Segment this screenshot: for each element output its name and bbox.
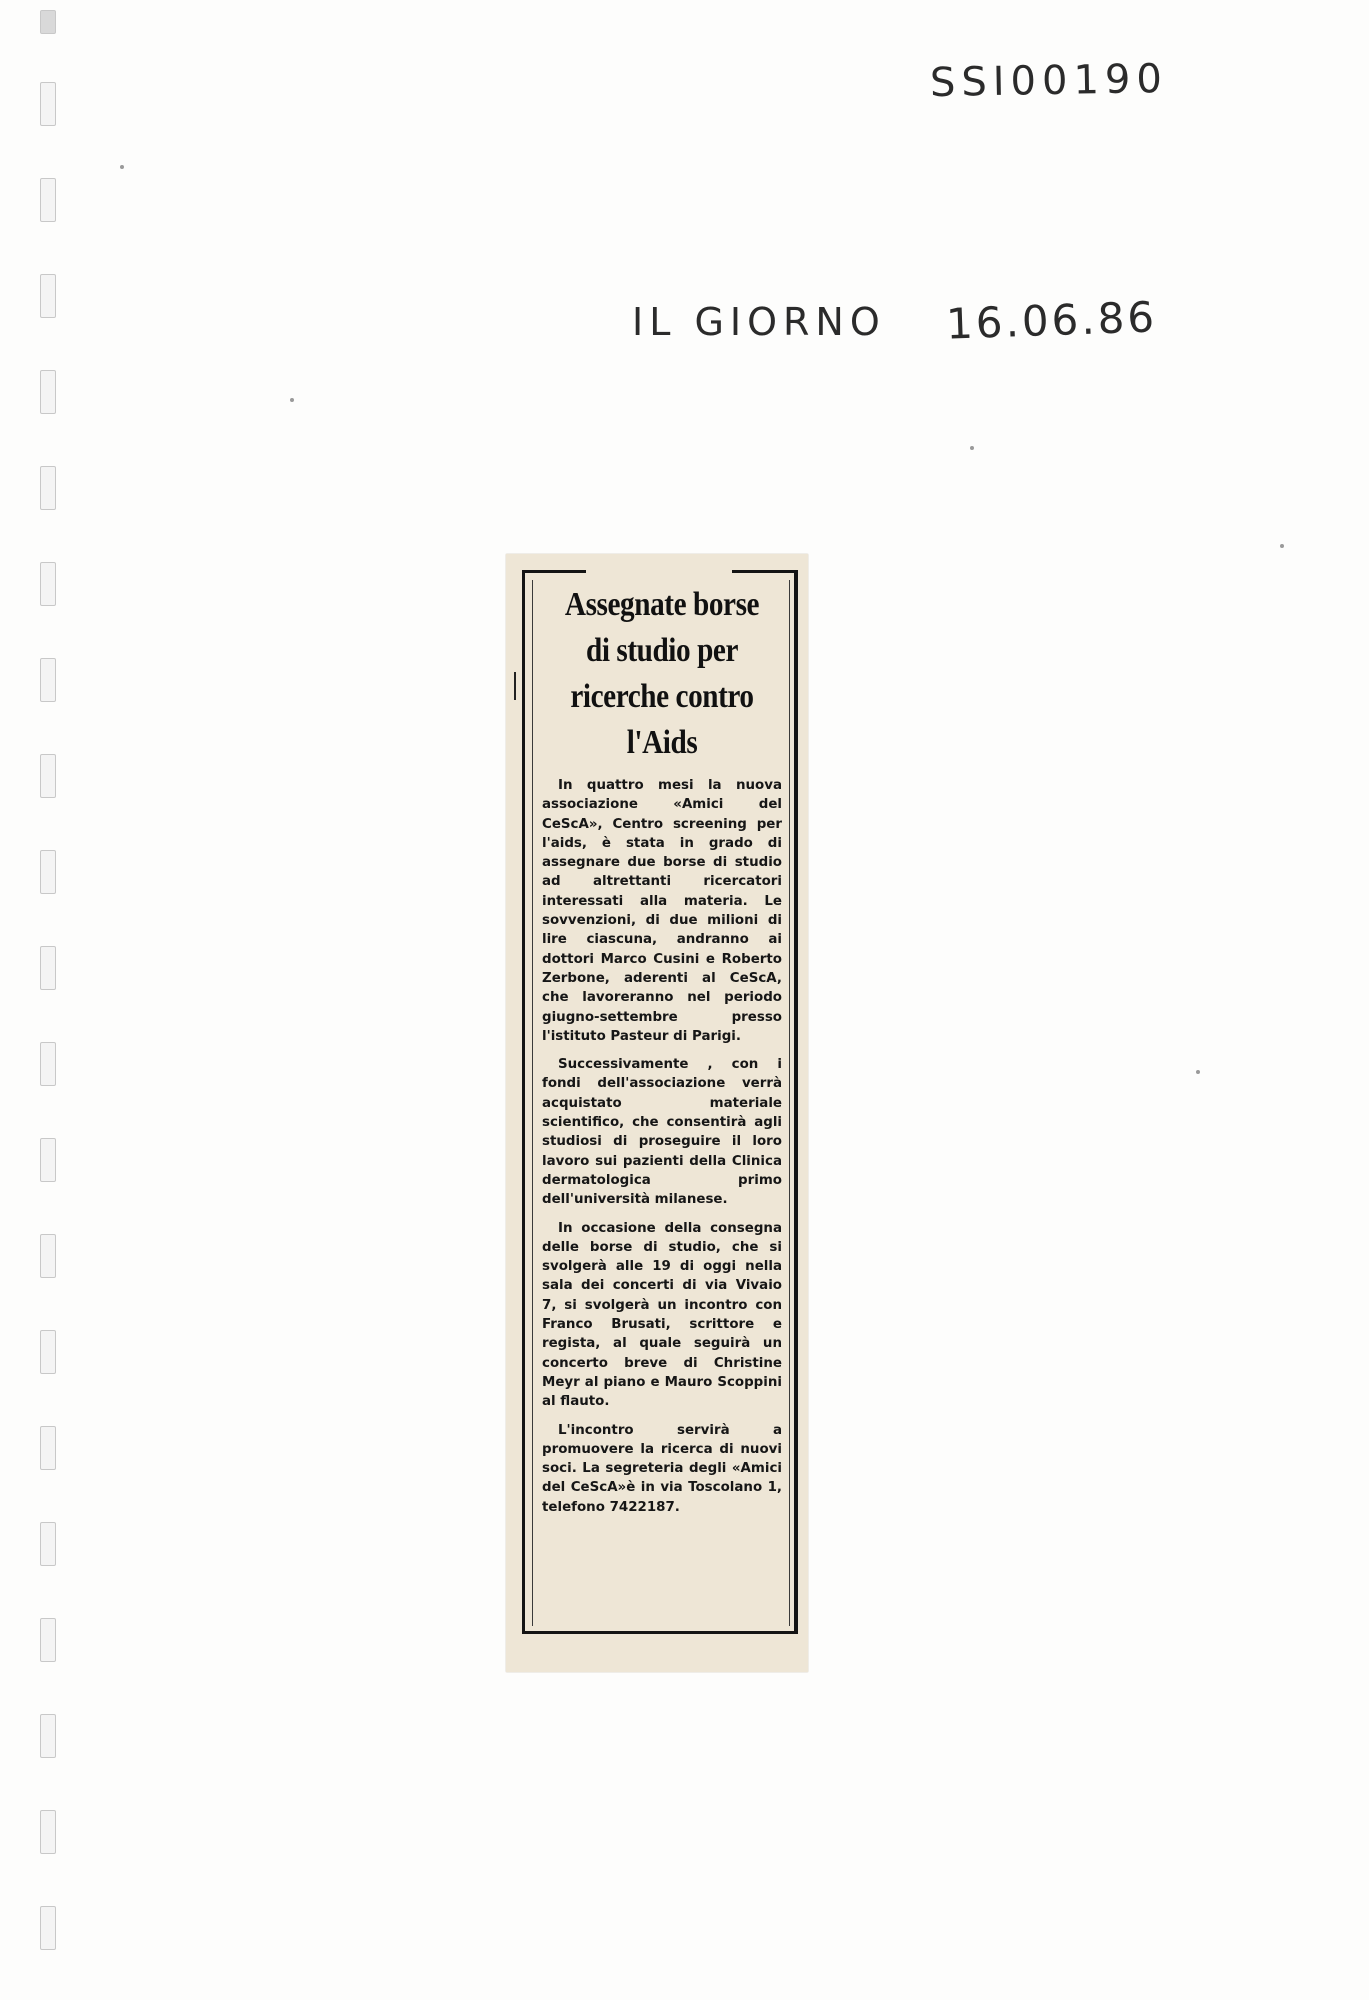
binder-hole bbox=[40, 754, 56, 798]
handwritten-archive-code: SSI00190 bbox=[929, 55, 1169, 107]
dust-speck bbox=[120, 165, 124, 169]
binder-hole bbox=[40, 274, 56, 318]
binder-hole bbox=[40, 1714, 56, 1758]
binder-hole bbox=[40, 370, 56, 414]
dust-speck bbox=[1196, 1070, 1200, 1074]
binder-hole bbox=[40, 1042, 56, 1086]
binder-hole bbox=[40, 946, 56, 990]
binder-holes bbox=[40, 10, 60, 1990]
margin-mark bbox=[514, 672, 516, 700]
dust-speck bbox=[1280, 544, 1284, 548]
binder-hole bbox=[40, 178, 56, 222]
binder-hole bbox=[40, 1138, 56, 1182]
newspaper-name: IL GIORNO bbox=[632, 300, 886, 344]
binder-hole bbox=[40, 1522, 56, 1566]
newspaper-clipping bbox=[506, 554, 808, 1672]
dust-speck bbox=[970, 446, 974, 450]
article-body bbox=[542, 776, 782, 1526]
binder-hole bbox=[40, 1330, 56, 1374]
binder-hole bbox=[40, 82, 56, 126]
binder-hole bbox=[40, 1426, 56, 1470]
binder-hole bbox=[40, 10, 56, 34]
dust-speck bbox=[290, 398, 294, 402]
binder-hole bbox=[40, 658, 56, 702]
frame-top-rule bbox=[732, 570, 798, 573]
article-paragraph: In quattro mesi la nuova associazione «Amici del CeScA», Centro screening per l'aids, è stata in grado di assegnare due borse di studio ad altrettanti ricercatori interessati alla materia. Le sovvenzioni, di due milioni di lire ciascuna, andranno ai dottori Marco Cusini e Roberto Zerbone, aderenti al CeScA, che lavoreranno nel periodo giugno-settembre presso l'istituto Pasteur di Parigi. bbox=[542, 778, 782, 1044]
binder-hole bbox=[40, 562, 56, 606]
binder-hole bbox=[40, 850, 56, 894]
binder-hole bbox=[40, 1618, 56, 1662]
frame-top-rule bbox=[522, 570, 586, 573]
article-paragraph: Successivamente , con i fondi dell'associazione verrà acquistato materiale scientifico, che consentirà agli studiosi di proseguire il loro lavoro sui pazienti della Clinica dermatologica primo dell'università milanese. bbox=[542, 1057, 782, 1208]
handwritten-source-line bbox=[632, 292, 1158, 349]
binder-hole bbox=[40, 1906, 56, 1950]
binder-hole bbox=[40, 1810, 56, 1854]
binder-hole bbox=[40, 466, 56, 510]
binder-hole bbox=[40, 1234, 56, 1278]
publication-date: 16.06.86 bbox=[944, 292, 1158, 349]
article-paragraph: In occasione della consegna delle borse di studio, che si svolgerà alle 19 di oggi nella sala dei concerti di via Vivaio 7, si svolgerà un incontro con Franco Brusati, scrittore e regista, al quale seguirà un concerto breve di Christine Meyr al piano e Mauro Scoppini al flauto. bbox=[542, 1220, 782, 1410]
article-headline: Assegnate borse di studio per ricerche contro l'Aids bbox=[564, 586, 760, 761]
article-paragraph: L'incontro servirà a promuovere la ricerca di nuovi soci. La segreteria degli «Amici del CeScA»è in via Toscolano 1, telefono 7422187. bbox=[542, 1422, 782, 1515]
